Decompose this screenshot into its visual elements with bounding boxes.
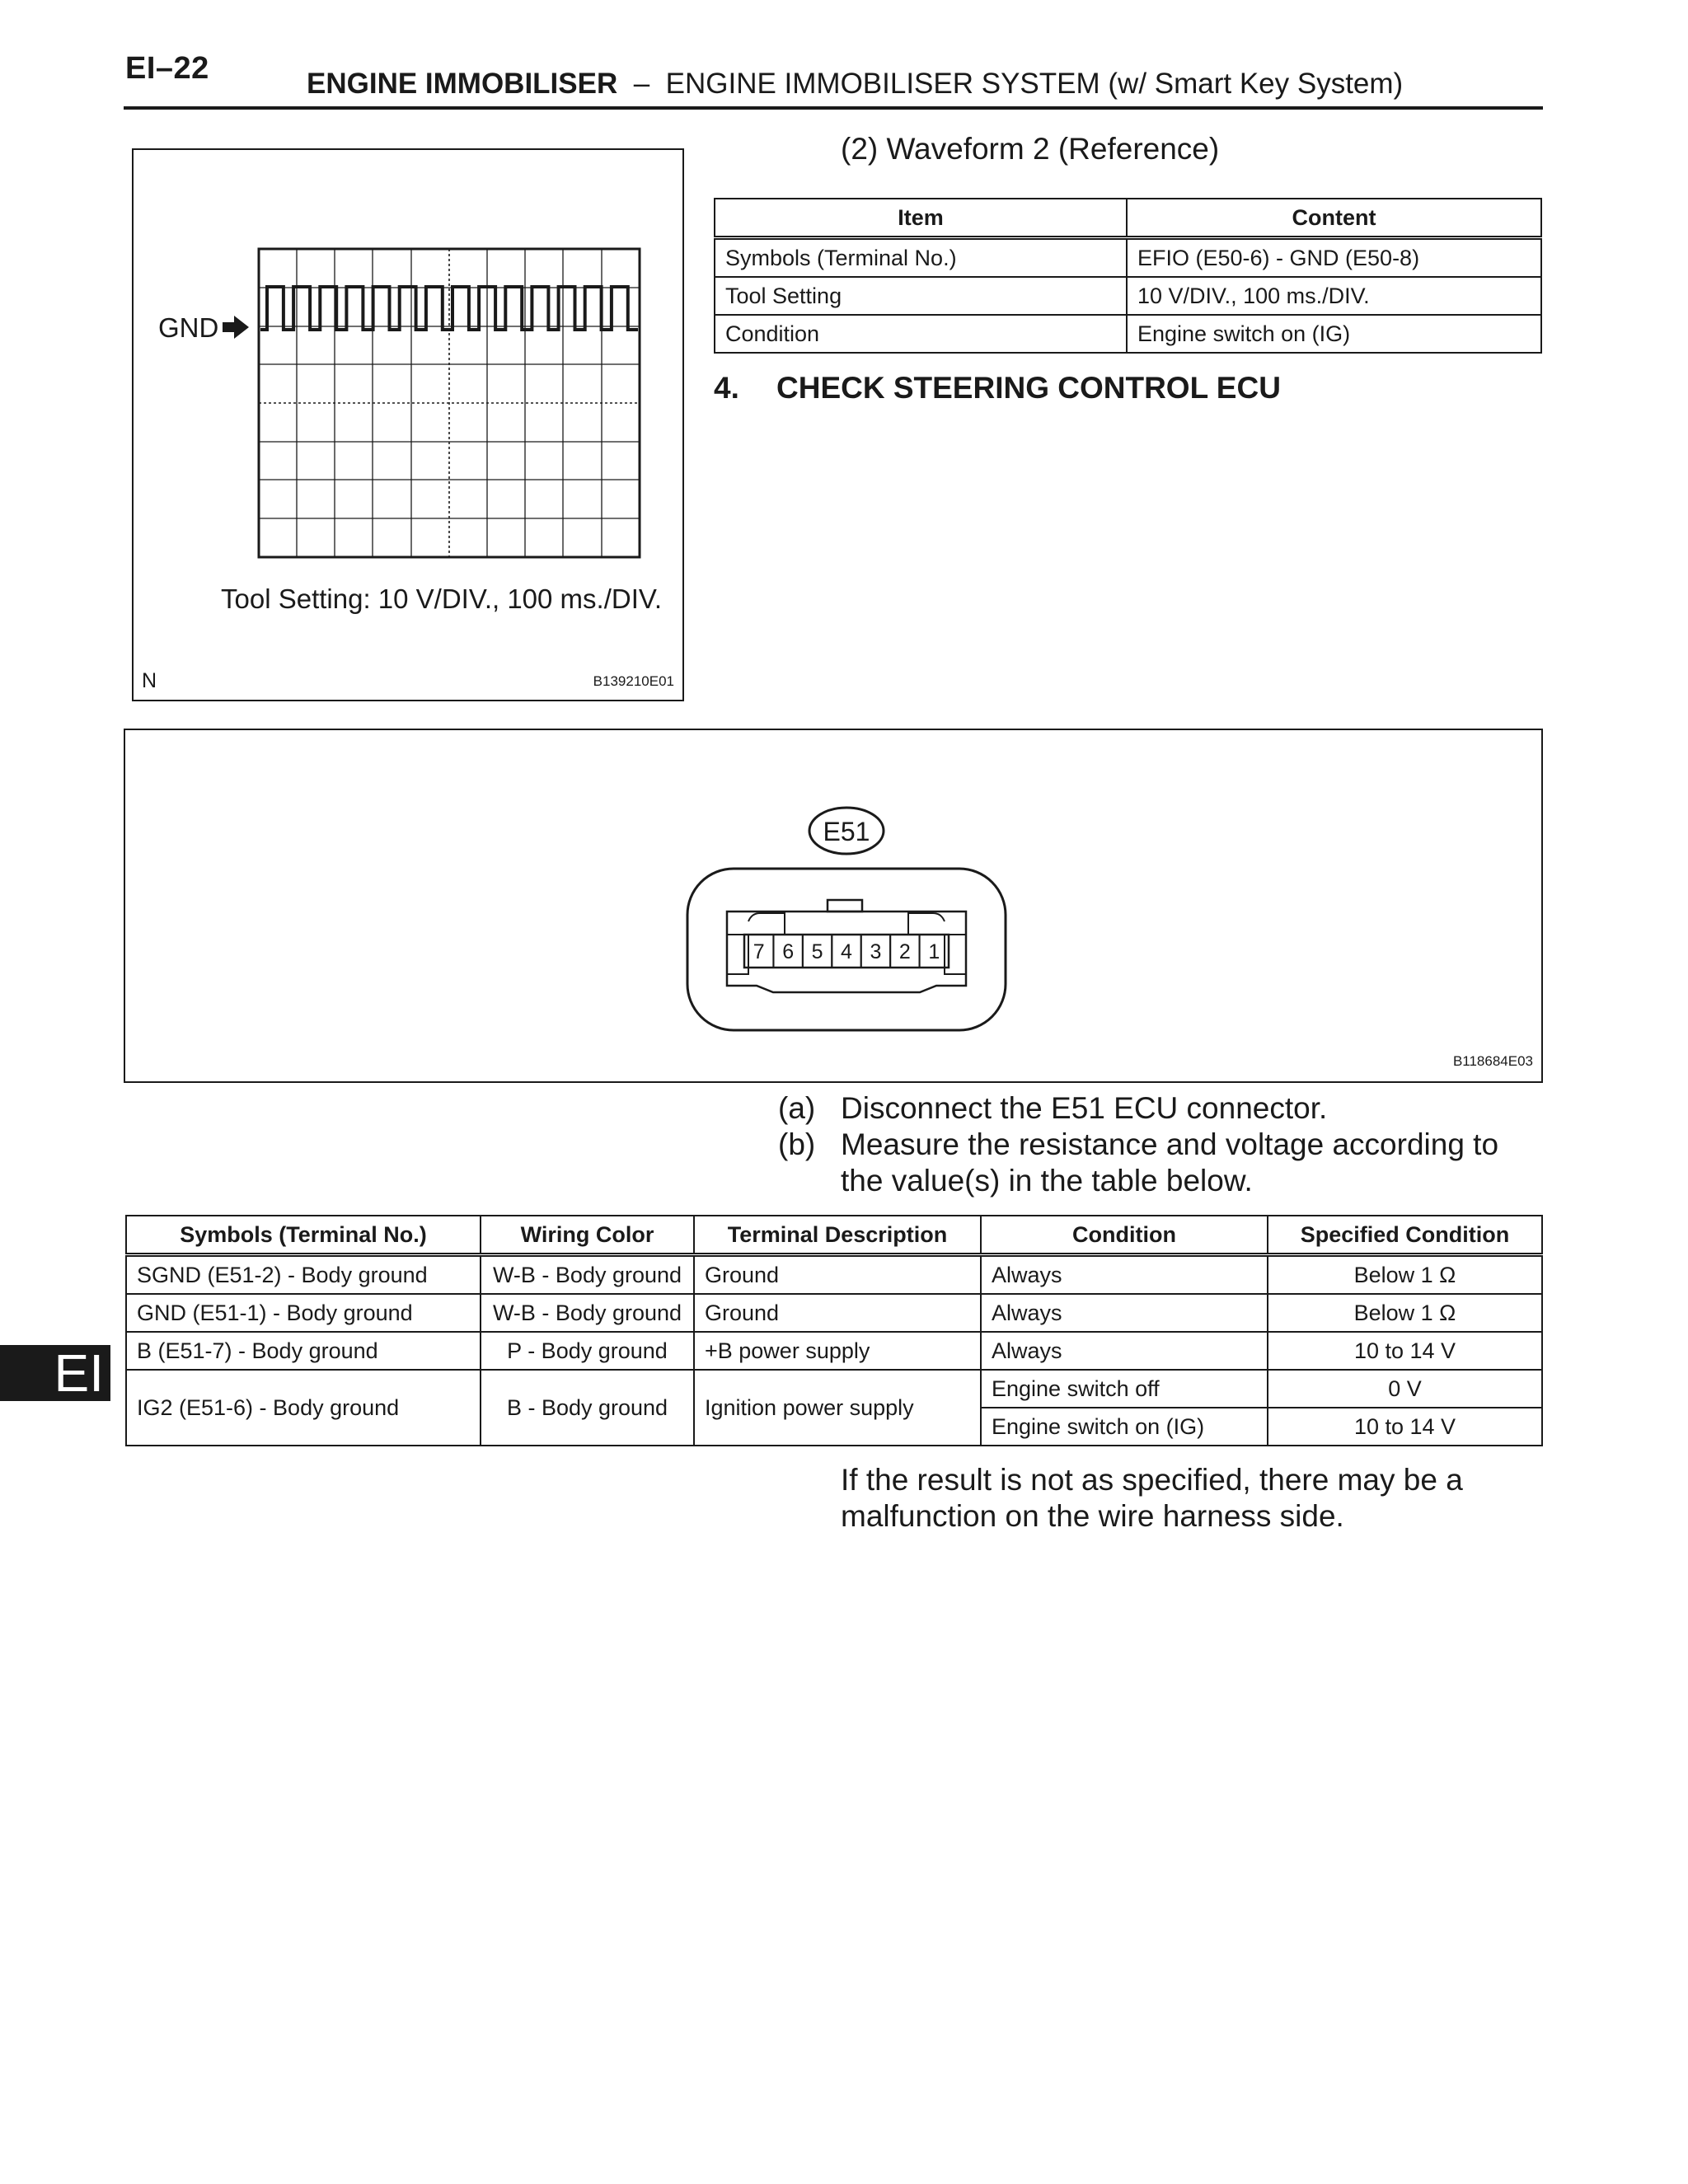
figure-code: B139210E01 xyxy=(593,673,674,689)
header-title-separator: – xyxy=(633,68,650,100)
table-row xyxy=(126,1332,1542,1370)
table-cell: Ground xyxy=(694,1294,981,1332)
step-4-heading xyxy=(714,371,1281,405)
table-cell: W-B - Body ground xyxy=(481,1294,694,1332)
table-cell: Ignition power supply xyxy=(694,1370,981,1446)
column-header: Specified Condition xyxy=(1268,1216,1542,1255)
instruction-text: the value(s) in the table below. xyxy=(841,1164,1253,1197)
table-row xyxy=(715,315,1541,353)
column-header: Item xyxy=(715,199,1127,238)
figure-code: B118684E03 xyxy=(1452,1053,1533,1069)
column-header: Content xyxy=(1127,199,1541,238)
waveform-reference-table xyxy=(714,198,1542,354)
table-cell: P - Body ground xyxy=(481,1332,694,1370)
table-row xyxy=(126,1255,1542,1295)
table-row xyxy=(715,238,1541,278)
table-cell: 10 to 14 V xyxy=(1268,1332,1542,1370)
connector-pin-number: 4 xyxy=(841,940,852,963)
table-cell: Below 1 Ω xyxy=(1268,1255,1542,1295)
oscilloscope-screen xyxy=(134,150,686,703)
table-cell: +B power supply xyxy=(694,1332,981,1370)
table-row xyxy=(715,277,1541,315)
table-cell: IG2 (E51-6) - Body ground xyxy=(126,1370,481,1446)
figure-corner-mark: N xyxy=(142,669,157,692)
step-title: CHECK STEERING CONTROL ECU xyxy=(776,371,1281,405)
table-cell: B (E51-7) - Body ground xyxy=(126,1332,481,1370)
column-header: Terminal Description xyxy=(694,1216,981,1255)
instruction-label: (b) xyxy=(778,1127,816,1161)
connector-pin-number: 5 xyxy=(811,940,823,963)
column-header: Condition xyxy=(981,1216,1268,1255)
table-cell: Ground xyxy=(694,1255,981,1295)
connector-pin-number: 2 xyxy=(898,940,911,963)
page-number: EI–22 xyxy=(125,51,209,86)
header-title-bold: ENGINE IMMOBILISER xyxy=(307,68,618,100)
gnd-arrow-icon xyxy=(223,316,249,339)
instruction-text: Measure the resistance and voltage according to xyxy=(841,1127,1499,1161)
connector-pin-number: 1 xyxy=(928,940,940,963)
table-row xyxy=(126,1294,1542,1332)
table-cell: Condition xyxy=(715,315,1127,353)
connector-pin-number: 6 xyxy=(782,940,795,963)
instruction-label: (a) xyxy=(778,1091,816,1125)
table-cell: Engine switch off xyxy=(981,1370,1268,1408)
table-cell: 10 to 14 V xyxy=(1268,1408,1542,1446)
table-cell: Symbols (Terminal No.) xyxy=(715,238,1127,278)
section-side-tab: EI xyxy=(0,1345,110,1401)
result-line: malfunction on the wire harness side. xyxy=(841,1499,1344,1533)
header-title-rest: ENGINE IMMOBILISER SYSTEM (w/ Smart Key System) xyxy=(665,68,1404,100)
result-note xyxy=(841,1462,1463,1535)
table-cell: EFIO (E50-6) - GND (E50-8) xyxy=(1127,238,1541,278)
table-cell: Tool Setting xyxy=(715,277,1127,315)
waveform-figure xyxy=(132,148,684,701)
connector-pins xyxy=(744,935,949,968)
table-cell: GND (E51-1) - Body ground xyxy=(126,1294,481,1332)
table-cell: Always xyxy=(981,1255,1268,1295)
table-cell: Always xyxy=(981,1332,1268,1370)
connector-pin-number: 3 xyxy=(870,940,882,963)
table-cell: W-B - Body ground xyxy=(481,1255,694,1295)
tool-setting-caption: Tool Setting: 10 V/DIV., 100 ms./DIV. xyxy=(221,583,663,614)
connector-e51-drawing xyxy=(125,730,1545,1085)
header-rule xyxy=(124,106,1543,110)
gnd-label: GND xyxy=(158,312,219,343)
table-cell: Below 1 Ω xyxy=(1268,1294,1542,1332)
column-header: Wiring Color xyxy=(481,1216,694,1255)
column-header: Symbols (Terminal No.) xyxy=(126,1216,481,1255)
table-row xyxy=(126,1370,1542,1408)
table-cell: SGND (E51-2) - Body ground xyxy=(126,1255,481,1295)
step-number: 4. xyxy=(714,371,739,405)
waveform-2-title: (2) Waveform 2 (Reference) xyxy=(841,132,1220,166)
table-cell: 10 V/DIV., 100 ms./DIV. xyxy=(1127,277,1541,315)
instruction-text: Disconnect the E51 ECU connector. xyxy=(841,1091,1328,1125)
table-cell: 0 V xyxy=(1268,1370,1542,1408)
table-cell: Engine switch on (IG) xyxy=(981,1408,1268,1446)
connector-label: E51 xyxy=(823,817,870,846)
connector-pin-number: 7 xyxy=(753,940,765,963)
header-title xyxy=(307,68,1403,101)
result-line: If the result is not as specified, there may be a xyxy=(841,1463,1463,1497)
connector-figure xyxy=(124,729,1543,1083)
table-cell: Always xyxy=(981,1294,1268,1332)
table-cell: Engine switch on (IG) xyxy=(1127,315,1541,353)
specification-table xyxy=(125,1215,1543,1446)
table-cell: B - Body ground xyxy=(481,1370,694,1446)
